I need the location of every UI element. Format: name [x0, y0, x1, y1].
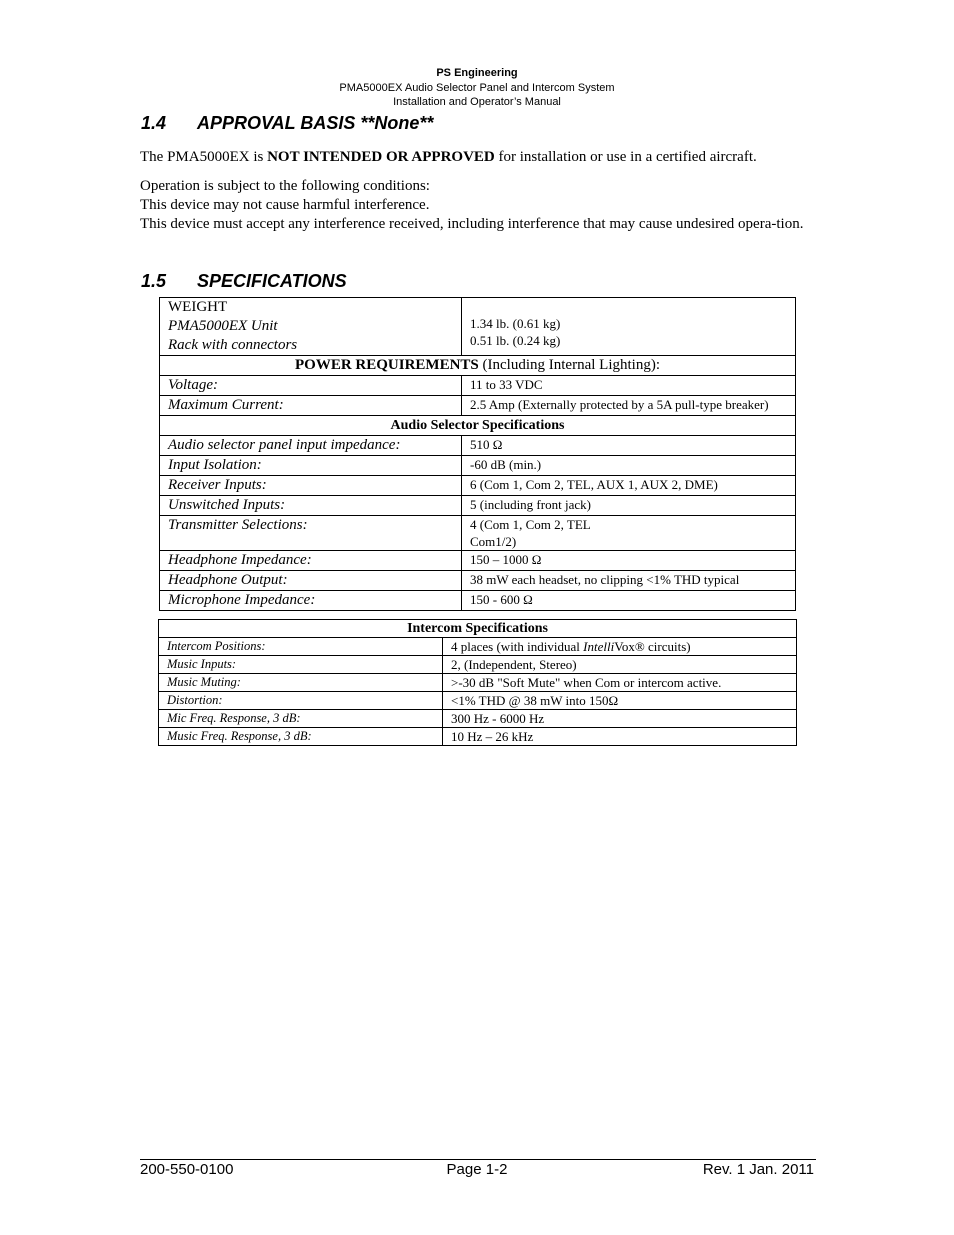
- spec-value: -60 dB (min.): [462, 456, 796, 476]
- spec-label: Intercom Positions:: [159, 638, 443, 656]
- spec-value: [443, 638, 797, 656]
- table-row: [159, 656, 797, 674]
- value-line: 4 (Com 1, Com 2, TEL: [470, 517, 591, 532]
- table-row: [160, 551, 796, 571]
- section-heading-specifications: [141, 271, 347, 292]
- table-row: [160, 571, 796, 591]
- table-row: [159, 638, 797, 656]
- spec-label: Voltage:: [160, 376, 462, 396]
- spec-value: 150 – 1000 Ω: [462, 551, 796, 571]
- weight-label-cell: [160, 298, 462, 356]
- spec-label: Distortion:: [159, 692, 443, 710]
- spec-value: 5 (including front jack): [462, 496, 796, 516]
- footer-page-number: Page 1-2: [446, 1161, 508, 1178]
- weight-unit-label: PMA5000EX Unit: [168, 318, 278, 334]
- header-company: PS Engineering: [436, 67, 518, 79]
- label: Receiver Inputs: [168, 477, 262, 493]
- intercom-table: [158, 619, 797, 746]
- spec-value: 150 - 600 Ω: [462, 591, 796, 611]
- value-line: Com1/2): [470, 533, 517, 549]
- table-row: [160, 356, 796, 376]
- power-header-bold: POWER REQUIREMENTS: [295, 357, 479, 373]
- spec-label: Maximum Current:: [160, 396, 462, 416]
- approval-paragraph: [140, 148, 816, 167]
- section-title: APPROVAL BASIS **None**: [197, 113, 434, 133]
- section-number: 1.4: [141, 113, 167, 133]
- label: Transmitter Selections: [168, 517, 303, 533]
- condition-line: Operation is subject to the following conditions:: [140, 178, 430, 194]
- text: Vox® circuits): [614, 639, 691, 654]
- table-row: [160, 591, 796, 611]
- text: for installation or use in a certified aircraft.: [494, 149, 757, 165]
- spec-value: 10 Hz – 26 kHz: [443, 728, 797, 746]
- footer-doc-number: 200-550-0100: [140, 1161, 234, 1178]
- label: Audio selector panel input impedance: [168, 437, 396, 453]
- label: Voltage: [168, 377, 213, 393]
- spec-value: [462, 516, 796, 551]
- table-row: [160, 396, 796, 416]
- spec-value: 300 Hz - 6000 Hz: [443, 710, 797, 728]
- label: Microphone Impedance: [168, 592, 311, 608]
- table-row: [159, 710, 797, 728]
- spec-value: 510 Ω: [462, 436, 796, 456]
- section-number: 1.5: [141, 271, 167, 291]
- spec-label: Transmitter Selections:: [160, 516, 462, 551]
- table-row: [159, 728, 797, 746]
- weight-rack-value: 0.51 lb. (0.24 kg): [470, 332, 561, 348]
- footer-rule: [140, 1159, 816, 1160]
- text: The PMA5000EX is: [140, 149, 268, 165]
- table-row: [159, 692, 797, 710]
- table-row: [160, 436, 796, 456]
- conditions-paragraph: [140, 177, 816, 234]
- section-title: SPECIFICATIONS: [197, 271, 347, 291]
- spec-label: Music Muting:: [159, 674, 443, 692]
- table-row: [160, 416, 796, 436]
- spec-value: 11 to 33 VDC: [462, 376, 796, 396]
- audio-header: Audio Selector Specifications: [160, 416, 796, 436]
- spec-value: >-30 dB "Soft Mute" when Com or intercom active.: [443, 674, 797, 692]
- spec-label: Music Freq. Response, 3 dB:: [159, 728, 443, 746]
- label: Headphone Impedance: [168, 552, 307, 568]
- label: Input Isolation: [168, 457, 257, 473]
- header-product: PMA5000EX Audio Selector Panel and Intercom System: [339, 82, 615, 94]
- intercom-header: Intercom Specifications: [159, 620, 797, 638]
- power-header: [160, 356, 796, 376]
- table-row: [159, 674, 797, 692]
- spec-value: 2.5 Amp (Externally protected by a 5A pull-type breaker): [462, 396, 796, 416]
- spec-label: Input Isolation:: [160, 456, 462, 476]
- spec-value: 6 (Com 1, Com 2, TEL, AUX 1, AUX 2, DME): [462, 476, 796, 496]
- spec-value: 2, (Independent, Stereo): [443, 656, 797, 674]
- text: 4 places (with individual: [451, 639, 584, 654]
- table-row: [160, 496, 796, 516]
- emphasis: NOT INTENDED OR APPROVED: [267, 149, 495, 165]
- table-row: [160, 456, 796, 476]
- table-row: [159, 620, 797, 638]
- weight-rack-label: Rack with connectors: [168, 337, 298, 353]
- table-row: [160, 516, 796, 551]
- condition-line: This device may not cause harmful interference.: [140, 197, 430, 213]
- table-row: [160, 476, 796, 496]
- condition-line: This device must accept any interference received, including interference that may cause undesired opera-tion.: [140, 216, 804, 232]
- intellivox-italic: Intelli: [583, 639, 615, 654]
- spec-label: Audio selector panel input impedance:: [160, 436, 462, 456]
- table-row: [160, 376, 796, 396]
- header-manual: Installation and Operator’s Manual: [393, 96, 561, 108]
- spec-value: 38 mW each headset, no clipping <1% THD typical: [462, 571, 796, 591]
- label: Headphone Output: [168, 572, 283, 588]
- label: Maximum Current: [168, 397, 279, 413]
- spec-label: Headphone Impedance:: [160, 551, 462, 571]
- footer-revision: Rev. 1 Jan. 2011: [702, 1161, 814, 1178]
- spec-label: Unswitched Inputs:: [160, 496, 462, 516]
- weight-unit-value: 1.34 lb. (0.61 kg): [470, 316, 561, 331]
- spec-label: Headphone Output:: [160, 571, 462, 591]
- spec-label: Music Inputs:: [159, 656, 443, 674]
- specifications-table: [159, 297, 796, 611]
- label: Unswitched Inputs: [168, 497, 281, 513]
- section-heading-approval: [141, 113, 433, 134]
- weight-label: WEIGHT: [168, 299, 228, 315]
- spec-label: Mic Freq. Response, 3 dB:: [159, 710, 443, 728]
- table-row: [160, 298, 796, 356]
- power-header-rest: (Including Internal Lighting):: [478, 357, 660, 373]
- spec-label: Microphone Impedance:: [160, 591, 462, 611]
- weight-value-cell: [462, 298, 796, 356]
- spec-label: Receiver Inputs:: [160, 476, 462, 496]
- spec-value: <1% THD @ 38 mW into 150Ω: [443, 692, 797, 710]
